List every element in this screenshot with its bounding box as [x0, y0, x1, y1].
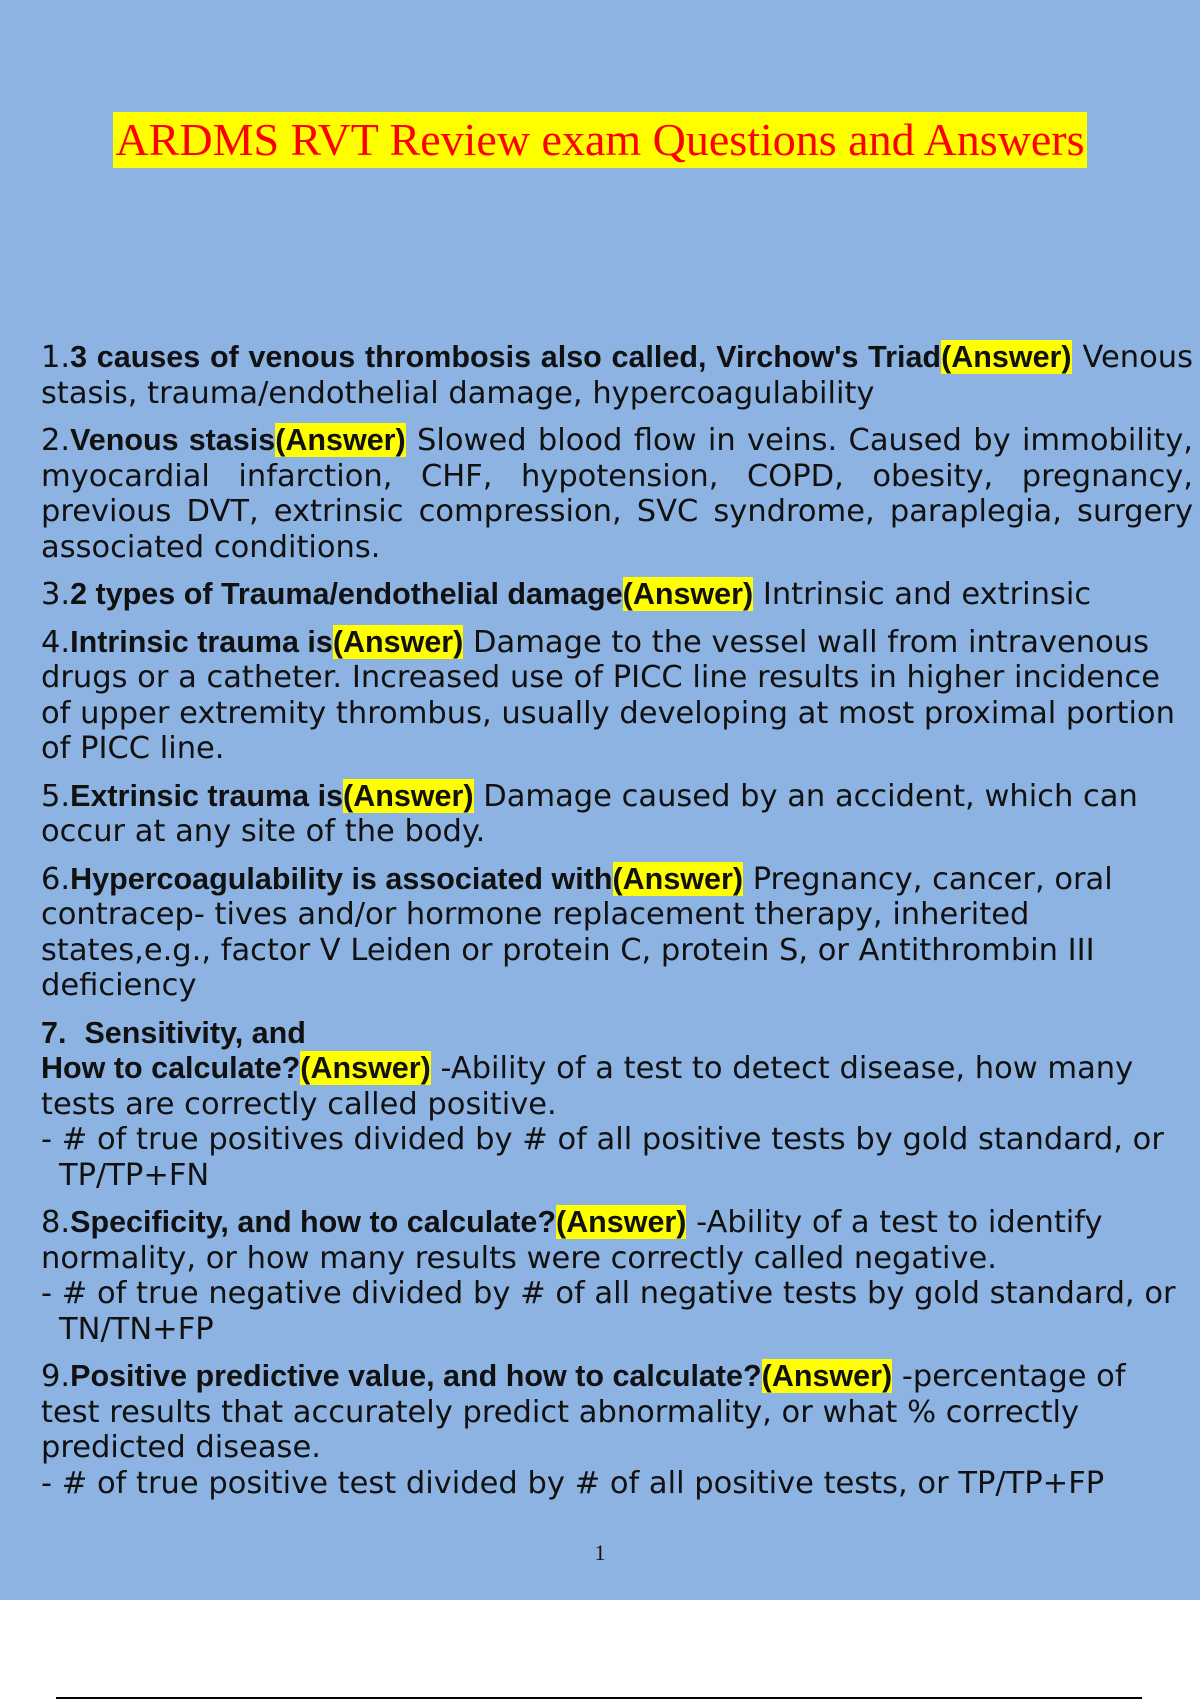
question-item-5: [41, 779, 1193, 850]
question-number: 9.: [41, 1359, 71, 1394]
question-text: Positive predictive value, and how to calculate?: [70, 1359, 762, 1393]
question-number: 8.: [41, 1205, 71, 1240]
question-item-3: [41, 577, 1193, 613]
answer-tag: (Answer): [761, 1359, 893, 1393]
answer-tag: (Answer): [612, 861, 743, 896]
question-number: 4.: [41, 624, 71, 660]
question-text-line2: How to calculate?: [41, 1051, 301, 1085]
answer-tag: (Answer): [343, 778, 474, 813]
answer-tag: (Answer): [300, 1051, 431, 1085]
title-wrap: [0, 112, 1200, 168]
question-list: [41, 340, 1193, 1513]
question-text: Intrinsic trauma is: [70, 624, 333, 659]
question-text: 2 types of Trauma/endothelial damage: [70, 577, 623, 611]
question-text: Extrinsic trauma is: [70, 778, 344, 813]
question-body: [41, 1359, 1193, 1466]
question-text: Venous stasis: [70, 423, 276, 457]
answer-bullet: - # of true positives divided by # of all positive tests by gold standard, or TP/TP+FN: [41, 1122, 1164, 1193]
answer-tag: (Answer): [332, 624, 464, 659]
question-item-6: [41, 862, 1193, 1004]
question-item-8: [41, 1205, 1193, 1347]
question-item-7: [41, 1016, 1193, 1194]
answer-tag: (Answer): [941, 340, 1072, 374]
question-number: 1.: [41, 340, 71, 375]
answer-text: Damage to the vessel wall from intravenous drugs or a catheter. Increased use of PICC line results in higher incidence of upper extremity thrombus, usually developing at most proximal portion of PICC line.: [41, 624, 1175, 766]
question-number: 2.: [41, 423, 71, 458]
page-number: 1: [594, 1540, 606, 1565]
question-item-2: [41, 423, 1193, 565]
question-item-4: [41, 625, 1193, 767]
question-body: [41, 1051, 1193, 1122]
answer-tag: (Answer): [555, 1205, 687, 1239]
answer-bullet: - # of true negative divided by # of all negative tests by gold standard, or TN/TN+FP: [41, 1276, 1176, 1347]
answer-text: -Ability of a test to detect disease, how many tests are correctly called positive.: [41, 1051, 1134, 1122]
answer-text: Pregnancy, cancer, oral contracep- tives and/or hormone replacement therapy, inherited states,e.g., factor V Leiden or protein C, protein S, or Antithrombin III deficiency: [41, 861, 1113, 1003]
answer-text: Damage caused by an accident, which can occur at any site of the body.: [41, 778, 1138, 849]
answer-text: Slowed blood flow in veins. Caused by immobility, myocardial infarction, CHF, hypotension, COPD, obesity, pregnancy, previous DVT, extrinsic compression, SVC syndrome, paraplegia, surgery associated conditions.: [41, 423, 1193, 565]
question-number: 3.: [41, 577, 71, 612]
answer-text: -percentage of test results that accurately predict abnormality, or what % correctly predicted disease.: [41, 1359, 1126, 1465]
answer-text: Intrinsic and extrinsic: [753, 577, 1092, 612]
footer-divider: [56, 1697, 1142, 1699]
question-heading: [41, 1016, 1193, 1052]
question-text-line1: Sensitivity, and: [84, 1015, 306, 1050]
question-text: Hypercoagulability is associated with: [70, 861, 613, 896]
question-text: 3 causes of venous thrombosis also called, Virchow's Triad: [70, 340, 942, 374]
answer-text: -Ability of a test to identify normality, or how many results were correctly called negative.: [41, 1205, 1103, 1276]
question-body: [41, 1205, 1193, 1276]
answer-tag: (Answer): [275, 423, 406, 457]
question-text: Specificity, and how to calculate?: [70, 1205, 556, 1239]
question-number: 6.: [41, 861, 71, 897]
answer-bullet: - # of true positive test divided by # of all positive tests, or TP/TP+FP: [41, 1465, 1105, 1501]
page-title: ARDMS RVT Review exam Questions and Answers: [113, 112, 1086, 168]
question-item-9: [41, 1359, 1193, 1501]
question-number: 5.: [41, 778, 71, 814]
answer-text: Venous stasis, trauma/endothelial damage, hypercoagulability: [41, 340, 1193, 411]
answer-tag: (Answer): [622, 577, 754, 611]
question-item-1: [41, 340, 1193, 411]
question-number: 7.: [41, 1015, 67, 1050]
